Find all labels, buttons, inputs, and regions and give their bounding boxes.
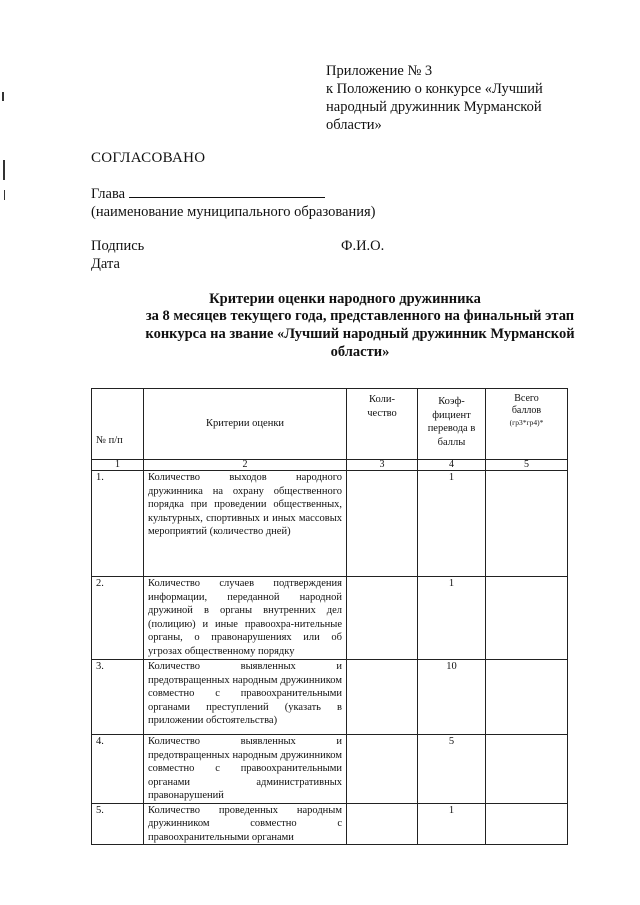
table-row bbox=[92, 660, 568, 735]
row-total bbox=[486, 803, 568, 845]
row-total bbox=[486, 735, 568, 804]
annex-line: Приложение № 3 bbox=[326, 63, 433, 79]
row-criteria: Количество проведенных народным дружинником совместно с правоохранительными органами bbox=[144, 803, 347, 845]
annex-line: области» bbox=[326, 117, 382, 133]
table-row bbox=[92, 803, 568, 845]
signature-label: Подпись bbox=[91, 238, 145, 254]
scan-artifact bbox=[2, 92, 4, 101]
head-label: Глава bbox=[91, 186, 126, 202]
subtitle-line: конкурса на звание «Лучший народный дружинник Мурманской bbox=[145, 326, 575, 342]
document-subtitle bbox=[130, 307, 590, 361]
annex-line: к Положению о конкурсе «Лучший bbox=[326, 81, 543, 97]
header-coefficient-line: перевода в bbox=[427, 423, 476, 434]
row-quantity bbox=[347, 660, 418, 735]
row-criteria: Количество выявленных и предотвращенных народным дружинником совместно с правоохранительными органами преступлений (указать в приложении обстоятельства) bbox=[144, 660, 347, 735]
table-row bbox=[92, 471, 568, 577]
row-coefficient: 1 bbox=[418, 471, 486, 577]
annex-block bbox=[326, 62, 576, 134]
head-signature-blank bbox=[129, 185, 325, 198]
header-total-line: Всего bbox=[514, 393, 539, 404]
row-number: 2. bbox=[92, 577, 144, 660]
header-coefficient bbox=[418, 389, 486, 460]
header-total bbox=[486, 389, 568, 460]
header-quantity bbox=[347, 389, 418, 460]
row-coefficient: 5 bbox=[418, 735, 486, 804]
table-row bbox=[92, 735, 568, 804]
row-criteria: Количество выходов народного дружинника на охрану общественного порядка при проведении общественных, культурных, спортивных и иных массовых мероприятий (количество дней) bbox=[144, 471, 347, 577]
subtitle-line: области» bbox=[330, 344, 390, 360]
row-quantity bbox=[347, 735, 418, 804]
column-number: 3 bbox=[347, 460, 418, 471]
column-number: 5 bbox=[486, 460, 568, 471]
header-quantity-line: Коли- bbox=[369, 394, 395, 405]
table-row bbox=[92, 577, 568, 660]
header-coefficient-line: баллы bbox=[437, 436, 466, 448]
date-label: Дата bbox=[91, 256, 120, 272]
table-header-row bbox=[92, 389, 568, 460]
municipality-caption: (наименование муниципального образования) bbox=[91, 204, 376, 220]
column-number: 4 bbox=[418, 460, 486, 471]
column-number: 1 bbox=[92, 460, 144, 471]
row-criteria: Количество случаев подтверждения информации, переданной народной дружиной в органы внутренних дел (полицию) и иные правоохра-нительные органы, о правонарушениях или об угрозах общественному порядку bbox=[144, 577, 347, 660]
row-criteria: Количество выявленных и предотвращенных народным дружинником совместно с правоохранительными органами административных правонарушений bbox=[144, 735, 347, 804]
annex-line: народный дружинник Мурманской bbox=[326, 99, 542, 115]
row-total bbox=[486, 660, 568, 735]
header-total-formula: (гр3*гр4)* bbox=[509, 418, 544, 427]
header-coefficient-line: Коэф- bbox=[438, 396, 465, 407]
document-title: Критерии оценки народного дружинника bbox=[209, 291, 481, 307]
header-total-line: баллов bbox=[511, 405, 542, 416]
subtitle-line: за 8 месяцев текущего года, представленного на финальный этап bbox=[145, 308, 575, 324]
row-number: 3. bbox=[92, 660, 144, 735]
criteria-table bbox=[91, 388, 568, 845]
row-coefficient: 1 bbox=[418, 803, 486, 845]
row-number: 4. bbox=[92, 735, 144, 804]
row-coefficient: 10 bbox=[418, 660, 486, 735]
row-number: 5. bbox=[92, 803, 144, 845]
row-quantity bbox=[347, 803, 418, 845]
head-line bbox=[91, 185, 325, 203]
row-coefficient: 1 bbox=[418, 577, 486, 660]
row-total bbox=[486, 471, 568, 577]
header-coefficient-line: фициент bbox=[432, 409, 471, 421]
scan-artifact bbox=[4, 190, 5, 200]
header-num: № п/п bbox=[92, 389, 144, 460]
row-total bbox=[486, 577, 568, 660]
column-number-row bbox=[92, 460, 568, 471]
row-number: 1. bbox=[92, 471, 144, 577]
header-criteria: Критерии оценки bbox=[144, 389, 347, 460]
scan-artifact bbox=[3, 160, 5, 180]
agreed-label: СОГЛАСОВАНО bbox=[91, 150, 206, 166]
header-quantity-line: чество bbox=[367, 407, 397, 419]
column-number: 2 bbox=[144, 460, 347, 471]
row-quantity bbox=[347, 471, 418, 577]
row-quantity bbox=[347, 577, 418, 660]
full-name-label: Ф.И.О. bbox=[341, 238, 385, 254]
